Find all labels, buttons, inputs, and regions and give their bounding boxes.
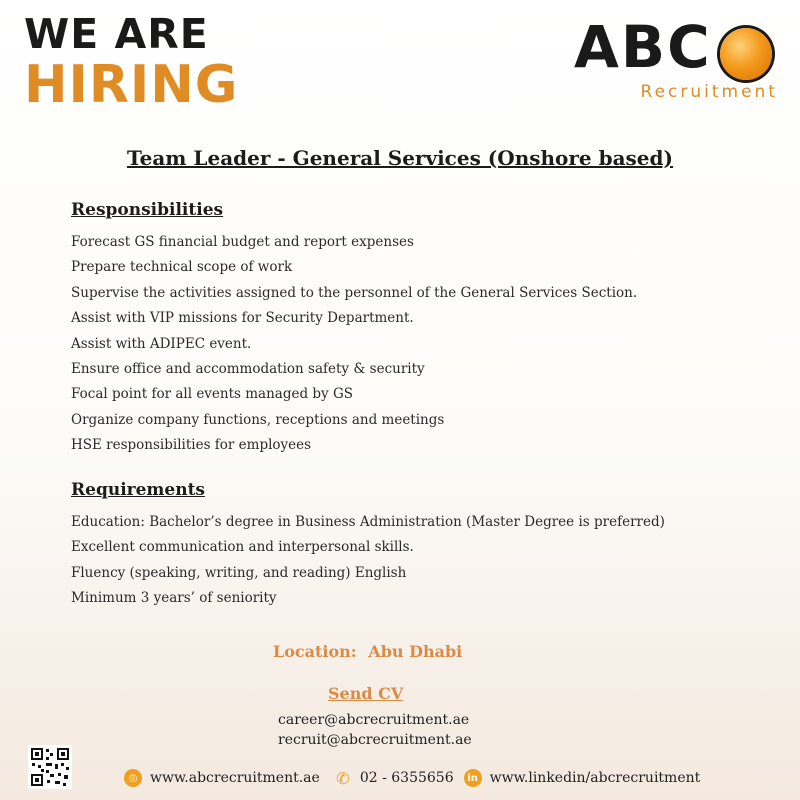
job-title: Team Leader - General Services (Onshore based) [127,146,673,170]
list-item: Fluency (speaking, writing, and reading) English [71,564,407,581]
list-item: Prepare technical scope of work [71,259,293,276]
responsibilities-section [71,200,771,459]
abc-recruitment-logo [574,13,780,104]
list-item: Forecast GS financial budget and report expenses [71,234,414,250]
email-recruit[interactable]: recruit@abcrecruitment.ae [278,732,472,748]
linkedin-icon: in [464,769,482,787]
location-label: Location: [273,642,357,661]
logo-brand: ABC [574,13,712,81]
phone-icon: ✆ [336,768,350,788]
hiring-line-2: HIRING [24,55,239,115]
hiring-line-1: WE ARE [24,10,209,58]
footer-contacts [124,766,700,790]
globe-icon: ◎ [124,769,142,787]
list-item: Minimum 3 years’ of seniority [71,590,277,607]
qr-code-icon[interactable] [28,745,72,789]
list-item: Ensure office and accommodation safety & security [71,361,425,378]
location [273,642,462,661]
list-item: HSE responsibilities for employees [71,437,312,454]
linkedin-link[interactable]: www.linkedin/abcrecruitment [489,770,701,786]
logo-subtitle: Recruitment [640,82,778,102]
list-item: Organize company functions, receptions and meetings [71,411,445,428]
responsibilities-heading: Responsibilities [71,200,224,220]
list-item: Assist with ADIPEC event. [71,335,252,352]
phone-number[interactable]: 02 - 6355656 [359,770,454,786]
send-cv-heading: Send CV [328,684,404,703]
email-career[interactable]: career@abcrecruitment.ae [278,712,470,728]
list-item: Focal point for all events managed by GS [71,386,354,403]
list-item: Assist with VIP missions for Security Department. [71,310,414,327]
list-item: Supervise the activities assigned to the personnel of the General Services Section. [71,284,638,301]
location-value: Abu Dhabi [368,642,463,661]
logo-orb-icon [720,28,772,80]
list-item: Education: Bachelor’s degree in Business Administration (Master Degree is preferred) [71,514,665,530]
requirements-section [71,480,771,612]
we-are-hiring-heading [24,10,239,115]
requirements-heading: Requirements [71,480,206,500]
list-item: Excellent communication and interpersonal skills. [71,539,414,556]
website-link[interactable]: www.abcrecruitment.ae [150,770,320,786]
